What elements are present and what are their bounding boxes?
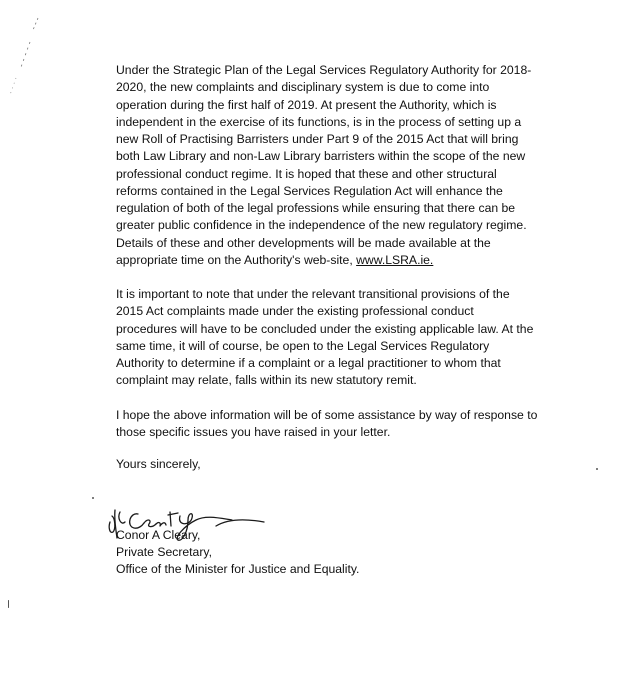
text-line: both Law Library and non-Law Library barristers within the scope of the new: [116, 149, 526, 164]
paragraph-transitional-provisions: [116, 286, 556, 390]
text-line: complaint may relate, falls within its new statutory remit.: [116, 373, 417, 388]
signatory-office: Office of the Minister for Justice and Equality.: [116, 562, 360, 576]
text-line: [116, 252, 556, 269]
text-line-prefix: appropriate time on the Authority's web-site,: [116, 252, 357, 267]
letter-body: [116, 62, 556, 458]
paragraph-regulatory-plan: [116, 62, 556, 269]
text-line: 2020, the new complaints and disciplinary system is due to come into: [116, 80, 490, 95]
scan-artifact-marks: [0, 0, 60, 120]
text-line: procedures will have to be concluded under the existing applicable law. At the: [116, 321, 534, 336]
scan-speck: [8, 600, 9, 608]
closing-salutation: Yours sincerely,: [116, 457, 201, 471]
scan-speck: [92, 497, 94, 499]
text-line: those specific issues you have raised in your letter.: [116, 424, 391, 439]
text-line: reforms contained in the Legal Services Regulation Act will enhance the: [116, 183, 503, 198]
text-line: professional conduct regime. It is hoped that these and other structural: [116, 166, 497, 181]
signatory-title: Private Secretary,: [116, 545, 212, 559]
text-line: operation during the first half of 2019. At present the Authority, which is: [116, 97, 497, 112]
text-line: regulation of both of the legal professions while ensuring that there can be: [116, 201, 516, 215]
text-line: It is important to note that under the relevant transitional provisions of the: [116, 287, 510, 301]
text-line: independent in the exercise of its functions, is in the process of setting up a: [116, 114, 522, 129]
text-line: new Roll of Practising Barristers under Part 9 of the 2015 Act that will bring: [116, 132, 519, 146]
text-line: Authority to determine if a complaint or a legal practitioner to whom that: [116, 356, 501, 370]
text-line: greater public confidence in the independence of the new regulatory regime.: [116, 218, 527, 233]
text-line: I hope the above information will be of some assistance by way of response to: [116, 407, 538, 422]
signature-block: [116, 527, 359, 578]
paragraph-closing-remark: [116, 407, 556, 442]
scan-speck: [596, 468, 598, 470]
signatory-name: Conor A Cleary,: [116, 528, 201, 542]
lsra-website-link[interactable]: www.LSRA.ie.: [356, 252, 434, 267]
text-line: 2015 Act complaints made under the existing professional conduct: [116, 304, 474, 319]
text-line: Details of these and other developments will be made available at the: [116, 235, 491, 250]
text-line: same time, it will of course, be open to the Legal Services Regulatory: [116, 338, 490, 353]
text-line: Under the Strategic Plan of the Legal Services Regulatory Authority for 2018-: [116, 63, 532, 77]
